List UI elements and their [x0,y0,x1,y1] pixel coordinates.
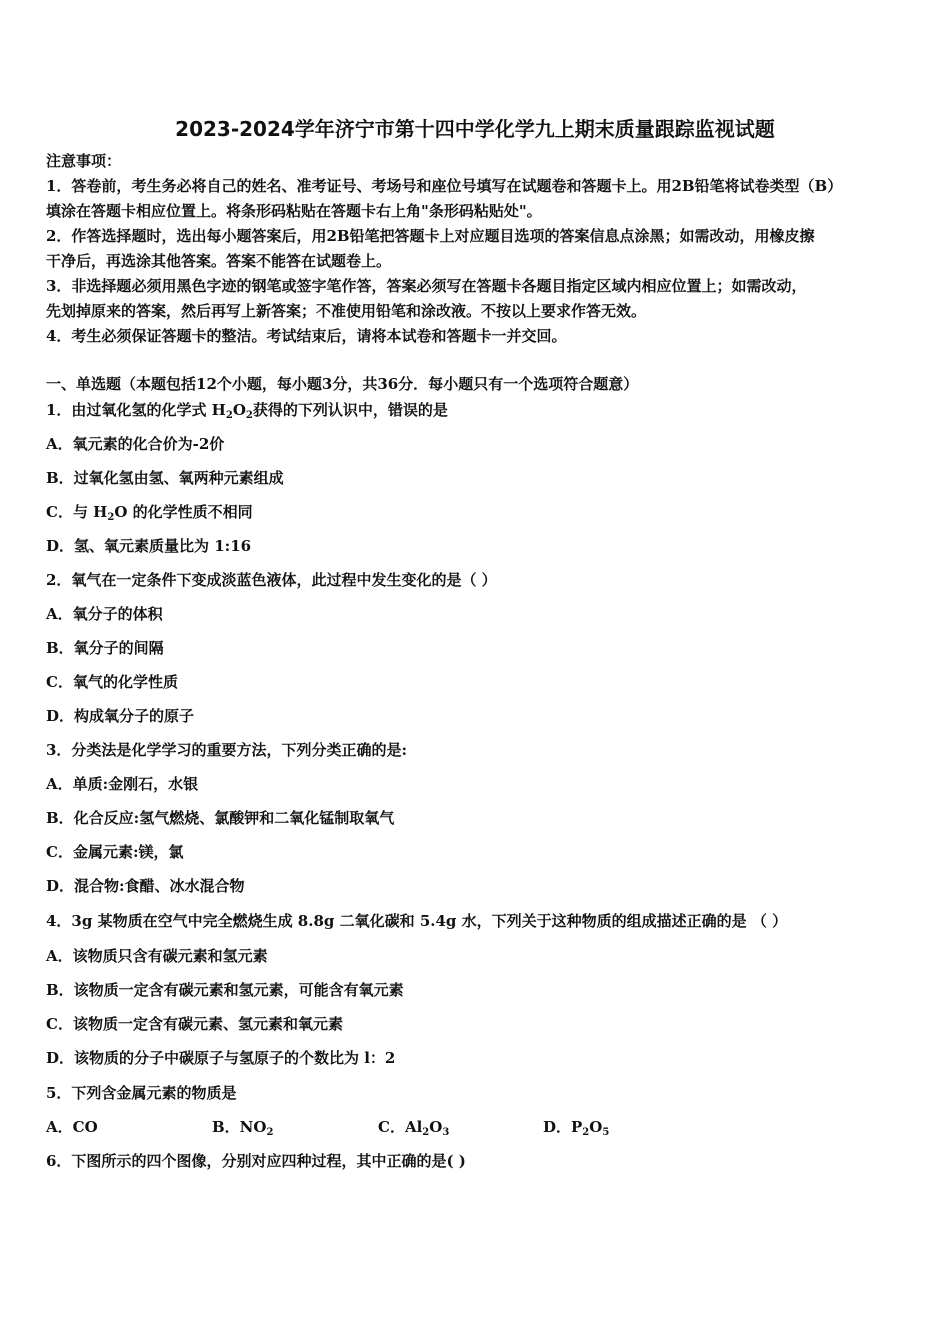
question-4-stem: 4．3g 某物质在空气中完全燃烧生成 8.8g 二氧化碳和 5.4g 水，下列关于这种物质的组成描述正确的是 （ ） [46,912,788,930]
option-d: D．$P_2O_5$ [543,1118,610,1138]
section-heading: 一、单选题（本题包括12个小题，每小题3分，共36分．每小题只有一个选项符合题意） [46,375,639,393]
notice-line: 3．非选择题必须用黑色字迹的钢笔或签字笔作答，答案必须写在答题卡各题目指定区域内相应位置上；如需改动， [46,277,807,295]
option-d: D．氢、氧元素质量比为 1:16 [46,537,252,555]
option-b: B．该物质一定含有碳元素和氢元素，可能含有氧元素 [46,981,404,999]
option-d: D．构成氧分子的原子 [46,707,195,725]
option-b: B．过氧化氢由氢、氧两种元素组成 [46,469,284,487]
notice-line: 2．作答选择题时，选出每小题答案后，用2B铅笔把答题卡上对应题目选项的答案信息点涂黑；如需改动，用橡皮擦 [46,227,815,245]
question-5-stem: 5．下列含金属元素的物质是 [46,1084,237,1102]
notice-line: 1．答卷前，考生务必将自己的姓名、准考证号、考场号和座位号填写在试题卷和答题卡上。用2B铅笔将试卷类型（B） [46,177,843,195]
option-a: A．CO [46,1118,98,1136]
option-a: A．该物质只含有碳元素和氢元素 [46,947,268,965]
option-c: C．金属元素:镁，氯 [46,843,184,861]
page-title: 2023-2024学年济宁市第十四中学化学九上期末质量跟踪监视试题 [175,117,775,141]
option-c: C．氧气的化学性质 [46,673,178,691]
option-d: D．混合物:食醋、冰水混合物 [46,877,245,895]
option-d: D．该物质的分子中碳原子与氢原子的个数比为 l：2 [46,1049,396,1067]
question-6-stem: 6．下图所示的四个图像，分别对应四种过程，其中正确的是( ) [46,1152,466,1170]
notice-line: 4．考生必须保证答题卡的整洁。考试结束后，请将本试卷和答题卡一并交回。 [46,327,567,345]
option-c: C．$Al_2O_3$ [378,1118,450,1138]
notice-heading: 注意事项： [46,152,122,170]
option-c: C．与 $H_2O$ 的化学性质不相同 [46,503,253,523]
notice-line: 填涂在答题卡相应位置上。将条形码粘贴在答题卡右上角"条形码粘贴处"。 [46,202,542,220]
notice-line: 先划掉原来的答案，然后再写上新答案；不准使用铅笔和涂改液。不按以上要求作答无效。 [46,302,647,320]
option-b: B．$NO_2$ [212,1118,274,1138]
option-b: B．化合反应:氢气燃烧、氯酸钾和二氧化锰制取氧气 [46,809,395,827]
option-c: C．该物质一定含有碳元素、氢元素和氧元素 [46,1015,343,1033]
question-2-stem: 2．氧气在一定条件下变成淡蓝色液体，此过程中发生变化的是（ ） [46,571,497,589]
question-3-stem: 3．分类法是化学学习的重要方法，下列分类正确的是: [46,741,407,759]
option-a: A．单质:金刚石，水银 [46,775,199,793]
notice-line: 干净后，再选涂其他答案。答案不能答在试题卷上。 [46,252,392,270]
option-a: A．氧元素的化合价为-2价 [46,435,225,453]
option-a: A．氧分子的体积 [46,605,163,623]
option-b: B．氧分子的间隔 [46,639,164,657]
question-1-stem: 1．由过氧化氢的化学式 $H_2O_2$获得的下列认识中，错误的是 [46,401,448,421]
